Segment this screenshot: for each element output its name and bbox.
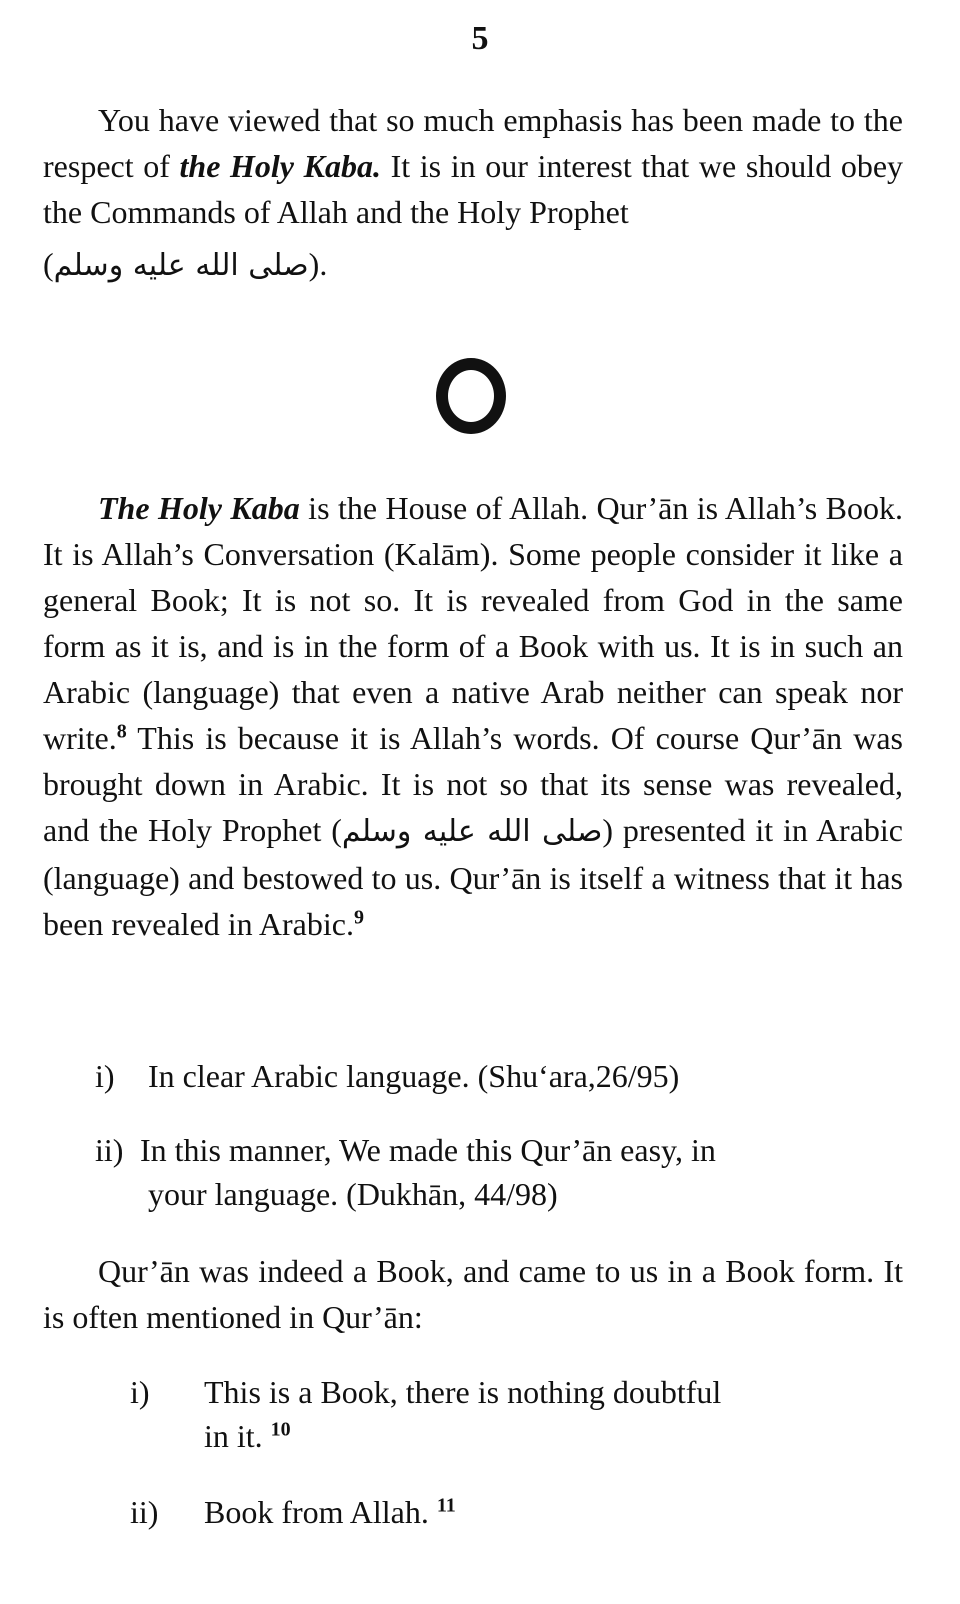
list-marker: ii) <box>95 1132 124 1168</box>
paragraph-quran-book <box>43 485 903 947</box>
paragraph-book-form <box>43 1248 903 1340</box>
list-item <box>130 1370 721 1458</box>
paragraph-text: This is because it is Allah’s words. Of course Qur’ān was brought down in Arabic. It is not so that its sense was revealed, and the Holy Prophet ( <box>43 720 903 848</box>
list-text: This is a Book, there is nothing doubtful <box>204 1374 722 1410</box>
list-text: In clear Arabic language. (Shu‘ara,26/95) <box>148 1058 680 1094</box>
footnote-ref: 10 <box>270 1418 291 1441</box>
paragraph-text: is the House of Allah. Qur’ān is Allah’s Book. It is Allah’s Conversation (Kalām). Some people consider it like a general Book; It is not so. It is revealed from God in the same form as it is, and is in the form of a Book with us. It is in such an Arabic (language) that even a native Arab neither can speak nor write. <box>43 490 904 756</box>
paragraph-text: Qur’ān was indeed a Book, and came to us in a Book form. It is often mentioned in Qur’ān: <box>43 1253 903 1335</box>
list-text: in it. <box>204 1418 263 1454</box>
list-item <box>95 1128 716 1216</box>
footnote-ref: 9 <box>353 906 364 929</box>
arabic-salutation: صلى الله عليه وسلم <box>53 248 309 283</box>
page-number: 5 <box>471 20 489 57</box>
list-text: In this manner, We made this Qur’ān easy, in <box>140 1132 716 1168</box>
paragraph-text: ) presented it in Arabic (language) and bestowed to us. Qur’ān is itself a witness that it has been revealed in Arabic. <box>43 812 904 942</box>
emphasis-holy-kaba: the Holy Kaba. <box>179 148 381 184</box>
list-text: Book from Allah. <box>204 1494 429 1530</box>
paragraph-text: You have viewed that so much emphasis has been made to the respect of <box>43 102 903 184</box>
footnote-ref: 8 <box>116 720 127 743</box>
list-marker: i) <box>95 1058 115 1094</box>
paren-open: ( <box>43 246 54 282</box>
list-marker: ii) <box>130 1494 159 1530</box>
paren-close: ). <box>308 246 328 282</box>
list-item <box>95 1054 679 1098</box>
footnote-ref: 11 <box>436 1494 456 1517</box>
paragraph-text: It is in our interest that we should obey the Commands of Allah and the Holy Prophet <box>43 148 904 230</box>
arabic-salutation: صلى الله عليه وسلم <box>341 814 603 849</box>
paragraph-intro <box>43 97 903 289</box>
list-marker: i) <box>130 1374 150 1410</box>
emphasis-holy-kaba: The Holy Kaba <box>98 490 300 526</box>
list-text: your language. (Dukhān, 44/98) <box>148 1176 558 1212</box>
section-divider-circle <box>436 358 506 434</box>
list-item <box>130 1490 456 1534</box>
